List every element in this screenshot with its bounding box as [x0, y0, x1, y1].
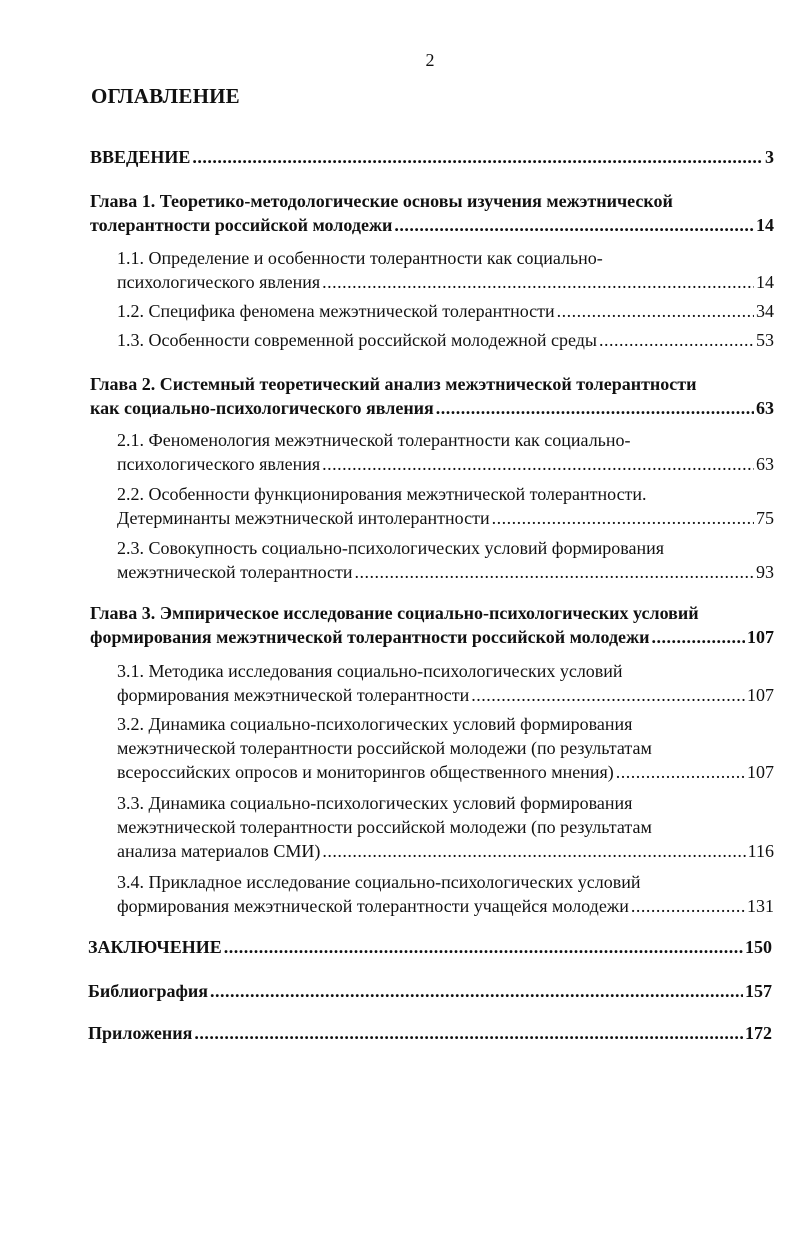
dot-leader — [492, 506, 754, 530]
toc-entry-section-1-3 — [117, 328, 774, 352]
entry-page: 14 — [756, 215, 774, 235]
toc-entry-section-1-1 — [117, 246, 774, 294]
entry-title-line: 3.1. Методика исследования социально-психологических условий — [117, 661, 623, 681]
entry-page: 107 — [747, 762, 774, 782]
dot-leader — [471, 683, 745, 707]
entry-title: Библиография — [88, 981, 209, 1001]
entry-title-line: 2.1. Феноменология межэтнической толерантности как социально- — [117, 430, 631, 450]
entry-title-line: межэтнической толерантности российской молодежи (по результатам — [117, 738, 652, 758]
dot-leader — [194, 1021, 743, 1045]
toc-entry-section-3-2 — [117, 712, 774, 784]
dot-leader — [616, 760, 745, 784]
entry-title-line: 3.4. Прикладное исследование социально-психологических условий — [117, 872, 641, 892]
entry-page: 34 — [756, 301, 774, 321]
entry-page: 63 — [756, 454, 774, 474]
toc-entry-bibliography — [88, 979, 772, 1003]
entry-title-line: Глава 2. Системный теоретический анализ межэтнической толерантности — [90, 374, 697, 394]
entry-page: 172 — [745, 1023, 772, 1043]
dot-leader — [192, 145, 763, 169]
entry-page: 116 — [747, 841, 774, 861]
entry-title: 1.3. Особенности современной российской молодежной среды — [117, 330, 597, 350]
toc-entry-section-2-2 — [117, 482, 774, 530]
entry-title-line: межэтнической толерантности — [117, 562, 353, 582]
dot-leader — [224, 935, 743, 959]
entry-title: Приложения — [88, 1023, 193, 1043]
entry-title-line: 3.2. Динамика социально-психологических условий формирования — [117, 714, 633, 734]
dot-leader — [631, 894, 745, 918]
entry-title-line: как социально-психологического явления — [90, 398, 434, 418]
toc-entry-appendices — [88, 1021, 772, 1045]
entry-page: 53 — [756, 330, 774, 350]
toc-entry-chapter-2 — [90, 372, 774, 420]
dot-leader — [394, 213, 754, 237]
toc-entry-section-3-3 — [117, 791, 774, 863]
entry-title: ВВЕДЕНИЕ — [90, 147, 191, 167]
toc-heading: ОГЛАВЛЕНИЕ — [91, 84, 240, 108]
entry-title-line: 1.1. Определение и особенности толерантности как социально- — [117, 248, 603, 268]
dot-leader — [557, 299, 754, 323]
entry-title-line: Глава 1. Теоретико-методологические основы изучения межэтнической — [90, 191, 673, 211]
entry-title-line: формирования межэтнической толерантности учащейся молодежи — [117, 896, 629, 916]
entry-page: 150 — [745, 937, 772, 957]
entry-title-line: межэтнической толерантности российской молодежи (по результатам — [117, 817, 652, 837]
toc-entry-introduction — [90, 145, 774, 169]
entry-page: 157 — [745, 981, 772, 1001]
page-number: 2 — [425, 50, 435, 70]
dot-leader — [436, 396, 754, 420]
dot-leader — [322, 270, 754, 294]
entry-title-line: 2.2. Особенности функционирования межэтнической толерантности. — [117, 484, 647, 504]
entry-page: 3 — [765, 147, 774, 167]
entry-page: 131 — [747, 896, 774, 916]
toc-entry-conclusion — [88, 935, 772, 959]
toc-entry-section-1-2 — [117, 299, 774, 323]
dot-leader — [210, 979, 743, 1003]
toc-entry-section-3-1 — [117, 659, 774, 707]
dot-leader — [322, 452, 754, 476]
entry-page: 107 — [747, 627, 774, 647]
entry-title-line: формирования межэтнической толерантности — [117, 685, 470, 705]
entry-title-line: анализа материалов СМИ) — [117, 841, 321, 861]
toc-entry-section-3-4 — [117, 870, 774, 918]
entry-page: 107 — [747, 685, 774, 705]
dot-leader — [355, 560, 754, 584]
dot-leader — [599, 328, 754, 352]
toc-entry-section-2-3 — [117, 536, 774, 584]
toc-entry-chapter-3 — [90, 601, 774, 649]
entry-page: 93 — [756, 562, 774, 582]
entry-page: 63 — [756, 398, 774, 418]
entry-title: ЗАКЛЮЧЕНИЕ — [88, 937, 222, 957]
entry-title-line: толерантности российской молодежи — [90, 215, 393, 235]
entry-title-line: 3.3. Динамика социально-психологических условий формирования — [117, 793, 633, 813]
entry-title-line: Глава 3. Эмпирическое исследование социально-психологических условий — [90, 603, 699, 623]
entry-page: 14 — [756, 272, 774, 292]
dot-leader — [651, 625, 745, 649]
toc-entry-section-2-1 — [117, 428, 774, 476]
entry-title-line: психологического явления — [117, 272, 321, 292]
entry-title: 1.2. Специфика феномена межэтнической толерантности — [117, 301, 555, 321]
entry-page: 75 — [756, 508, 774, 528]
entry-title-line: психологического явления — [117, 454, 321, 474]
entry-title-line: формирования межэтнической толерантности российской молодежи — [90, 627, 650, 647]
toc-entry-chapter-1 — [90, 189, 774, 237]
entry-title-line: всероссийских опросов и мониторингов общественного мнения) — [117, 762, 614, 782]
entry-title-line: Детерминанты межэтнической интолерантности — [117, 508, 490, 528]
dot-leader — [322, 839, 745, 863]
entry-title-line: 2.3. Совокупность социально-психологических условий формирования — [117, 538, 665, 558]
